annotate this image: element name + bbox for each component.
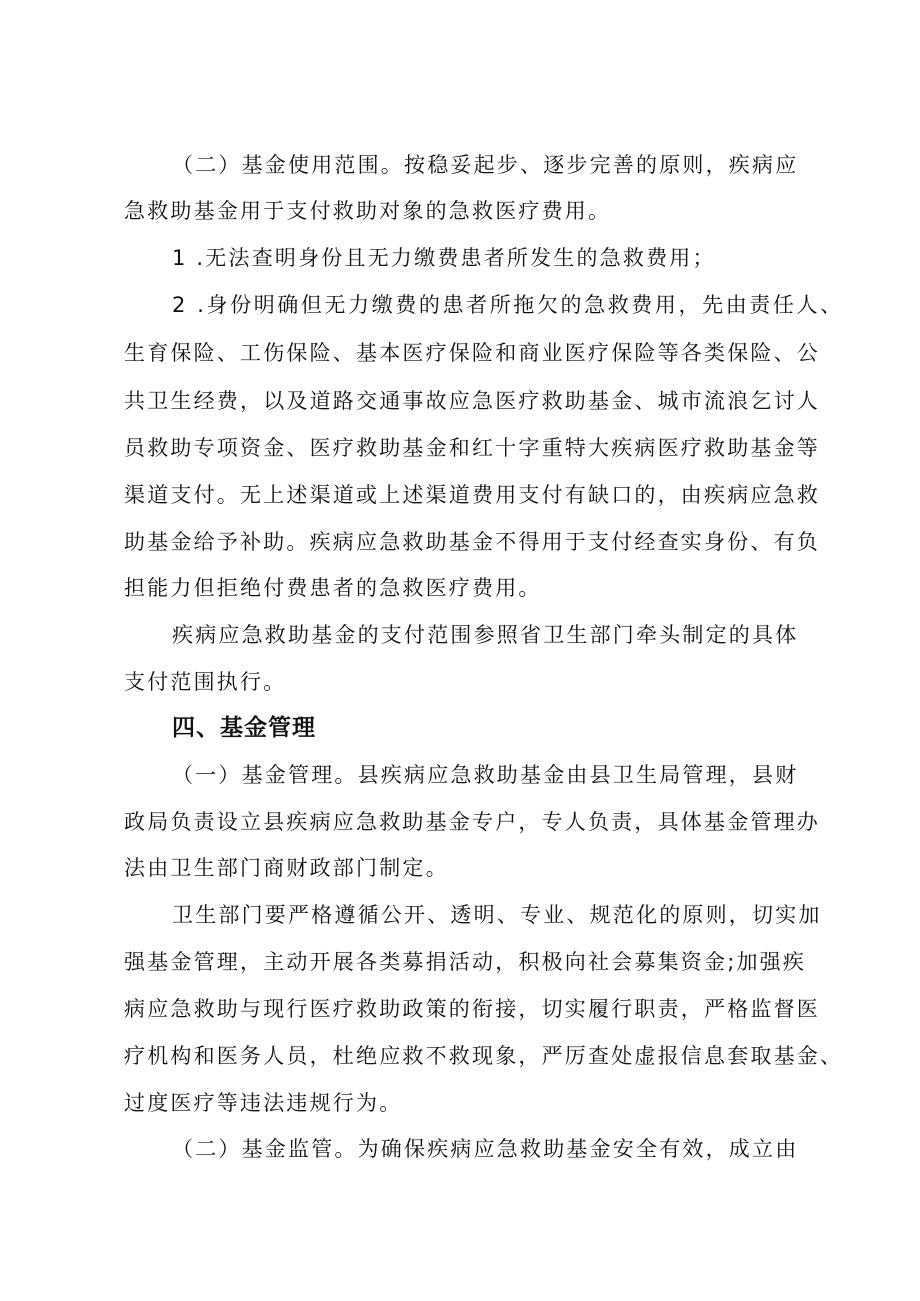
para-mgmt-line-2: 政局负责设立县疾病应急救助基金专户，专人负责，具体基金管理办 [124,810,820,834]
para-health-line-4: 疗机构和医务人员，杜绝应救不救现象，严厉查处虚报信息套取基金、 [124,1044,844,1068]
item-1-line-1: 1 .无法查明身份且无力缴费患者所发生的急救费用； [172,246,716,270]
para-health-line-2: 强基金管理，主动开展各类募捐活动，积极向社会募集资金;加强疾 [124,950,807,974]
para-scope-line-1: 疾病应急救助基金的支付范围参照省卫生部门牵头制定的具体 [172,623,799,647]
para-scope-line-2: 支付范围执行。 [124,670,287,694]
section-heading: 四、基金管理 [172,715,316,741]
item-2-line-2: 生育保险、工伤保险、基本医疗保险和商业医疗保险等各类保险、公 [124,341,820,365]
item-2-line-7: 担能力但拒绝付费患者的急救医疗费用。 [124,576,542,600]
item-2-line-1: 2 .身份明确但无力缴费的患者所拖欠的急救费用，先由责任人、 [172,293,844,317]
para-1-line-2: 急救助基金用于支付救助对象的急救医疗费用。 [124,199,612,223]
item-2-line-6: 助基金给予补助。疾病应急救助基金不得用于支付经查实身份、有负 [124,530,820,554]
para-1-line-1: （二）基金使用范围。按稳妥起步、逐步完善的原则，疾病应 [172,153,799,177]
item-2-line-3: 共卫生经费，以及道路交通事故应急医疗救助基金、城市流浪乞讨人 [124,389,820,413]
item-2-line-5: 渠道支付。无上述渠道或上述渠道费用支付有缺口的，由疾病应急救 [124,483,820,507]
para-health-line-1: 卫生部门要严格遵循公开、透明、专业、规范化的原则，切实加 [172,903,822,927]
para-health-line-3: 病应急救助与现行医疗救助政策的衔接，切实履行职责，严格监督医 [124,997,820,1021]
para-supervision-line-1: （二）基金监管。为确保疾病应急救助基金安全有效，成立由 [172,1137,799,1161]
para-mgmt-line-3: 法由卫生部门商财政部门制定。 [124,856,449,880]
item-2-line-4: 员救助专项资金、医疗救助基金和红十字重特大疾病医疗救助基金等 [124,436,820,460]
para-health-line-5: 过度医疗等违法违规行为。 [124,1091,403,1115]
para-mgmt-line-1: （一）基金管理。县疾病应急救助基金由县卫生局管理，县财 [172,763,799,787]
